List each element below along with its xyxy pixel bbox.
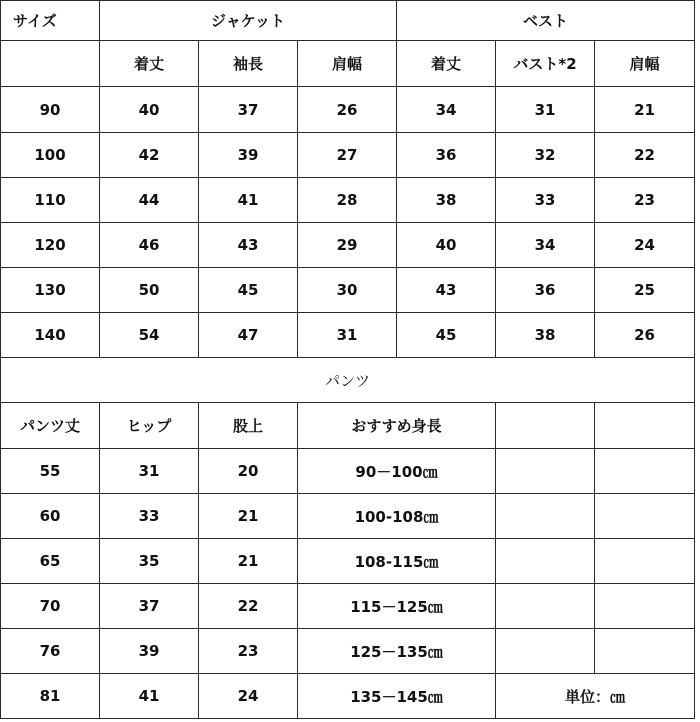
table-cell: 45 — [397, 313, 496, 358]
table-cell: 130 — [1, 268, 100, 313]
column-header: 袖長 — [199, 41, 298, 87]
table-row — [1, 313, 695, 358]
column-header: 肩幅 — [595, 41, 695, 87]
table-cell: 38 — [397, 178, 496, 223]
table-cell: 20 — [199, 449, 298, 494]
table-cell: 125－135㎝ — [298, 629, 496, 674]
table-cell: 108-115㎝ — [298, 539, 496, 584]
table-cell: 37 — [100, 584, 199, 629]
sub-header-row — [1, 41, 695, 87]
vest-header: ベスト — [397, 1, 695, 41]
table-cell: 55 — [1, 449, 100, 494]
table-row — [1, 584, 695, 629]
table-cell: 110 — [1, 178, 100, 223]
table-row — [1, 268, 695, 313]
table-cell: 37 — [199, 87, 298, 133]
table-cell: 40 — [100, 87, 199, 133]
table-cell: 50 — [100, 268, 199, 313]
column-header: バスト*2 — [496, 41, 595, 87]
table-cell: 21 — [199, 494, 298, 539]
table-cell: 76 — [1, 629, 100, 674]
column-header: 肩幅 — [298, 41, 397, 87]
table-cell: 31 — [100, 449, 199, 494]
table-cell: 44 — [100, 178, 199, 223]
table-cell: 24 — [199, 674, 298, 719]
top-header-row — [1, 1, 695, 41]
table-cell: 42 — [100, 133, 199, 178]
table-cell: 22 — [595, 133, 695, 178]
table-cell: 23 — [199, 629, 298, 674]
column-header: 着丈 — [100, 41, 199, 87]
table-cell: 38 — [496, 313, 595, 358]
empty-cell — [595, 584, 695, 629]
table-cell: 54 — [100, 313, 199, 358]
empty-cell — [595, 539, 695, 584]
table-cell: 120 — [1, 223, 100, 268]
table-cell: 21 — [595, 87, 695, 133]
table-row — [1, 178, 695, 223]
table-row — [1, 449, 695, 494]
table-row — [1, 629, 695, 674]
empty-cell — [1, 41, 100, 87]
table-cell: 34 — [496, 223, 595, 268]
empty-cell — [595, 629, 695, 674]
empty-cell — [496, 449, 595, 494]
table-row — [1, 494, 695, 539]
table-row — [1, 674, 695, 719]
jacket-header: ジャケット — [100, 1, 397, 41]
empty-cell — [496, 584, 595, 629]
table-cell: 70 — [1, 584, 100, 629]
table-cell: 43 — [397, 268, 496, 313]
table-cell: 90 — [1, 87, 100, 133]
table-cell: 35 — [100, 539, 199, 584]
table-cell: 31 — [496, 87, 595, 133]
table-cell: 100 — [1, 133, 100, 178]
empty-cell — [595, 494, 695, 539]
table-cell: 60 — [1, 494, 100, 539]
table-cell: 36 — [496, 268, 595, 313]
pants-section-row — [1, 358, 695, 403]
pants-section-label: パンツ — [1, 358, 695, 403]
empty-cell — [496, 403, 595, 449]
table-cell: 45 — [199, 268, 298, 313]
table-cell: 47 — [199, 313, 298, 358]
column-header: ヒップ — [100, 403, 199, 449]
column-header: 股上 — [199, 403, 298, 449]
pants-header-row — [1, 403, 695, 449]
table-cell: 81 — [1, 674, 100, 719]
table-cell: 33 — [496, 178, 595, 223]
table-cell: 27 — [298, 133, 397, 178]
column-header: 着丈 — [397, 41, 496, 87]
column-header: パンツ丈 — [1, 403, 100, 449]
table-cell: 39 — [199, 133, 298, 178]
table-cell: 100-108㎝ — [298, 494, 496, 539]
table-cell: 28 — [298, 178, 397, 223]
table-cell: 30 — [298, 268, 397, 313]
table-cell: 90－100㎝ — [298, 449, 496, 494]
table-cell: 32 — [496, 133, 595, 178]
table-cell: 34 — [397, 87, 496, 133]
table-cell: 115－125㎝ — [298, 584, 496, 629]
table-row — [1, 539, 695, 584]
empty-cell — [496, 539, 595, 584]
table-cell: 41 — [199, 178, 298, 223]
table-cell: 135－145㎝ — [298, 674, 496, 719]
table-row — [1, 133, 695, 178]
column-header: おすすめ身長 — [298, 403, 496, 449]
table-cell: 24 — [595, 223, 695, 268]
table-cell: 65 — [1, 539, 100, 584]
table-cell: 23 — [595, 178, 695, 223]
table-cell: 26 — [595, 313, 695, 358]
table-cell: 31 — [298, 313, 397, 358]
table-cell: 25 — [595, 268, 695, 313]
table-cell: 40 — [397, 223, 496, 268]
table-cell: 43 — [199, 223, 298, 268]
empty-cell — [595, 449, 695, 494]
unit-label: 単位：㎝ — [496, 674, 695, 719]
empty-cell — [496, 494, 595, 539]
empty-cell — [496, 629, 595, 674]
table-cell: 33 — [100, 494, 199, 539]
table-cell: 39 — [100, 629, 199, 674]
table-cell: 29 — [298, 223, 397, 268]
table-cell: 26 — [298, 87, 397, 133]
table-row — [1, 87, 695, 133]
size-header: サイズ — [1, 1, 100, 41]
table-row — [1, 223, 695, 268]
table-cell: 36 — [397, 133, 496, 178]
table-cell: 21 — [199, 539, 298, 584]
empty-cell — [595, 403, 695, 449]
table-cell: 140 — [1, 313, 100, 358]
table-cell: 41 — [100, 674, 199, 719]
table-cell: 46 — [100, 223, 199, 268]
table-cell: 22 — [199, 584, 298, 629]
